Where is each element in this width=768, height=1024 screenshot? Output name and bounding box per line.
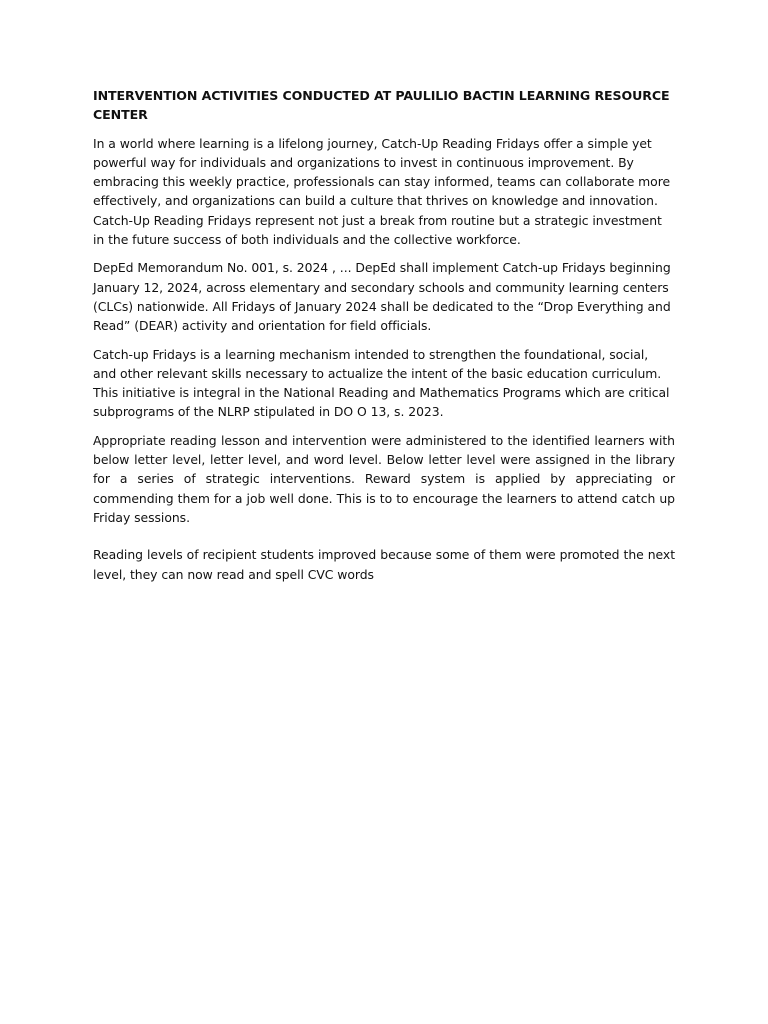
document-title: INTERVENTION ACTIVITIES CONDUCTED AT PAULILIO BACTIN LEARNING RESOURCE CENTER xyxy=(93,88,670,123)
paragraph-memorandum: DepEd Memorandum No. 001, s. 2024 , ... DepEd shall implement Catch-up Fridays beginning January 12, 2024, across elementary and secondary schools and community learning centers (CLCs) nationwide. All Fridays of January 2024 shall be dedicated to the “Drop Everything and Read” (DEAR) activity and orientation for field officials. xyxy=(93,260,671,334)
paragraph-mechanism: Catch-up Fridays is a learning mechanism intended to strengthen the foundational, social, and other relevant skills necessary to actualize the intent of the basic education curriculum. This initiative is integral in the National Reading and Mathematics Programs which are critical subprograms of the NLRP stipulated in DO O 13, s. 2023. xyxy=(93,346,670,420)
document-body xyxy=(93,86,675,593)
paragraph-results: Reading levels of recipient students improved because some of them were promoted the next level, they can now read and spell CVC words xyxy=(93,547,675,582)
paragraph-intervention: Appropriate reading lesson and intervention were administered to the identified learners with below letter level, letter level, and word level. Below letter level were assigned in the library for a series of strategic interventions. Reward system is applied by appreciating or commending them for a job well done. This is to to encourage the learners to attend catch up Friday sessions. xyxy=(93,432,675,525)
paragraph-intro: In a world where learning is a lifelong journey, Catch-Up Reading Fridays offer a simple yet powerful way for individuals and organizations to invest in continuous improvement. By embracing this weekly practice, professionals can stay informed, teams can collaborate more effectively, and organizations can build a culture that thrives on knowledge and innovation. Catch-Up Reading Fridays represent not just a break from routine but a strategic investment in the future success of both individuals and the collective workforce. xyxy=(93,135,671,248)
